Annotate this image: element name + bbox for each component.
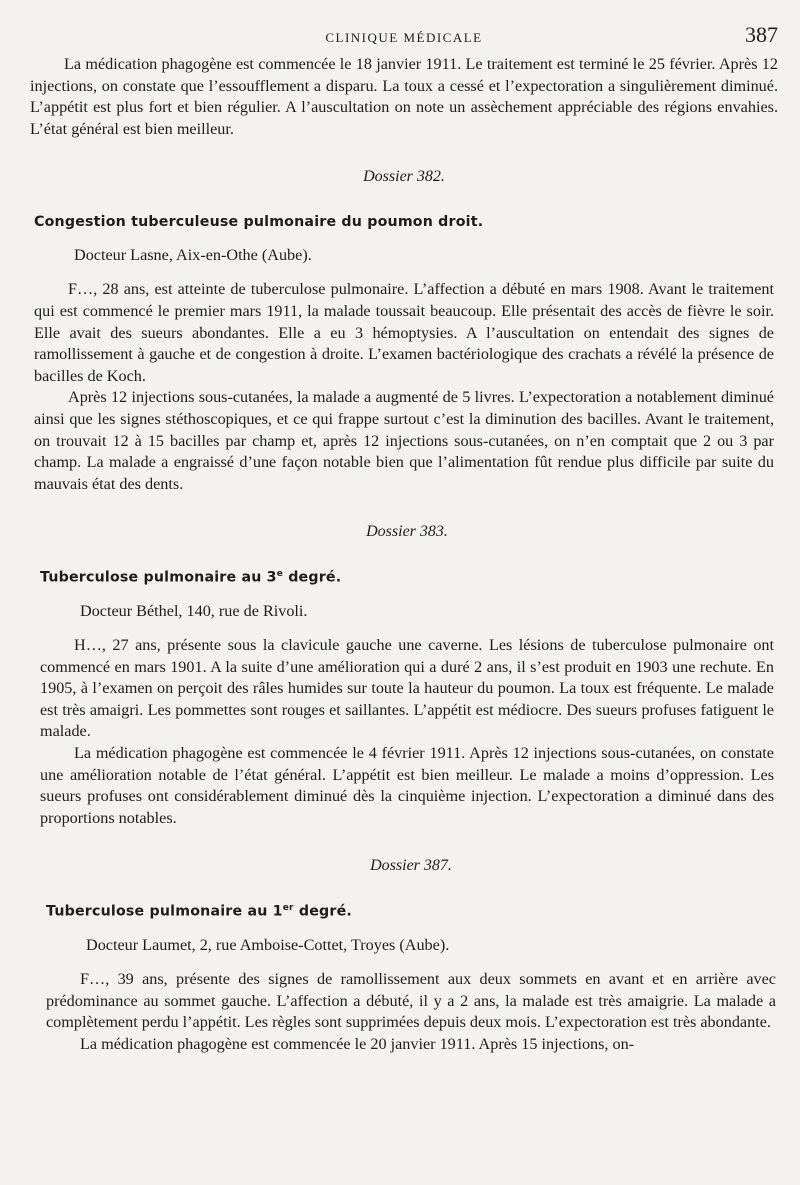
case-title-main: Tuberculose pulmonaire au 3 [40,570,277,587]
doctor-line: Docteur Laumet, 2, rue Amboise-Cottet, Troyes (Aube). [86,936,450,955]
dossier-number: Dossier 382. [363,168,445,186]
running-header [30,22,778,48]
dossier-number: Dossier 387. [370,857,452,875]
case-paragraph: H…, 27 ans, présente sous la clavicule gauche une caverne. Les lésions de tuberculose pulmonaire ont commencé en mars 1901. A la suite d’une amélioration qui a duré 2 ans, il s’est produit en 1903 une rechute. En 1905, à l’examen on perçoit des râles humides sur toute la hauteur du poumon. La toux est fréquente. Le malade est très amaigri. Les pommettes sont rouges et saillantes. L’appétit est médiocre. Des sueurs profuses fatiguent le malade. [40,636,774,741]
case-title-sup: er [282,903,294,914]
intro-paragraph: La médication phagogène est commencée le 18 janvier 1911. Le traitement est terminé le 25 février. Après 12 injections, on constate que l’essoufflement a disparu. La toux a cessé et l’expectoration a singulièrement diminué. L’appétit est plus fort et bien régulier. A l’auscultation on note un assèchement appréciable des régions envahies. L’état général est bien meilleur. [30,55,778,138]
case-title-sup: e [276,569,284,580]
case-title [40,569,774,586]
case-paragraph: La médication phagogène est commencée le 20 janvier 1911. Après 15 injections, on- [80,1034,635,1053]
case-383 [40,523,774,829]
case-382 [34,168,774,495]
page-number: 387 [745,22,778,47]
dossier-number: Dossier 383. [366,523,448,541]
doctor-line: Docteur Béthel, 140, rue de Rivoli. [80,602,308,621]
case-paragraph: F…, 28 ans, est atteinte de tuberculose pulmonaire. L’affection a débuté en mars 1908. Avant le traitement qui est commencé le premier mars 1911, la malade toussait beaucoup. Elle présentait des accès de fièvre le soir. Elle avait des sueurs abondantes. Elle a eu 3 hémoptysies. A l’auscultation on entendait des signes de ramollissement à gauche et de congestion à droite. L’examen bactériologique des crachats a révélé la présence de bacilles de Koch. [34,280,774,385]
case-paragraph: F…, 39 ans, présente des signes de ramollissement aux deux sommets en avant et en arrière avec prédominance au sommet gauche. L’affection a débuté, il y a 2 ans, la malade est très amaigrie. La malade a complètement perdu l’appétit. Les règles sont supprimées depuis deux mois. L’expectoration est très abondante. [46,970,776,1032]
case-paragraph: Après 12 injections sous-cutanées, la malade a augmenté de 5 livres. L’expectoration a notablement diminué ainsi que les signes stéthoscopiques, et ce qui frappe surtout c’est la diminution des bacilles. Avant le traitement, on trouvait 12 à 15 bacilles par champ et, après 12 injections sous-cutanées, on n’en comptait que 2 ou 3 par champ. La malade a engraissé d’une façon notable bien que l’alimentation fût rendue plus difficile par suite du mauvais état des dents. [34,388,774,493]
case-title-end: degré. [293,904,352,921]
case-387 [46,857,776,1055]
case-title-main: Tuberculose pulmonaire au 1 [46,904,283,921]
running-title: CLINIQUE MÉDICALE [325,30,483,45]
case-title: Congestion tuberculeuse pulmonaire du poumon droit. [34,214,484,231]
case-title [46,903,776,920]
case-title-end: degré. [283,570,342,587]
doctor-line: Docteur Lasne, Aix-en-Othe (Aube). [74,246,312,265]
page [30,22,778,1056]
case-paragraph: La médication phagogène est commencée le 4 février 1911. Après 12 injections sous-cutanées, on constate une amélioration notable de l’état général. L’appétit est bien meilleur. Le malade a moins d’oppression. Les sueurs profuses ont considérablement diminué dès la cinquième injection. L’expectoration a diminué dans des proportions notables. [40,744,774,827]
